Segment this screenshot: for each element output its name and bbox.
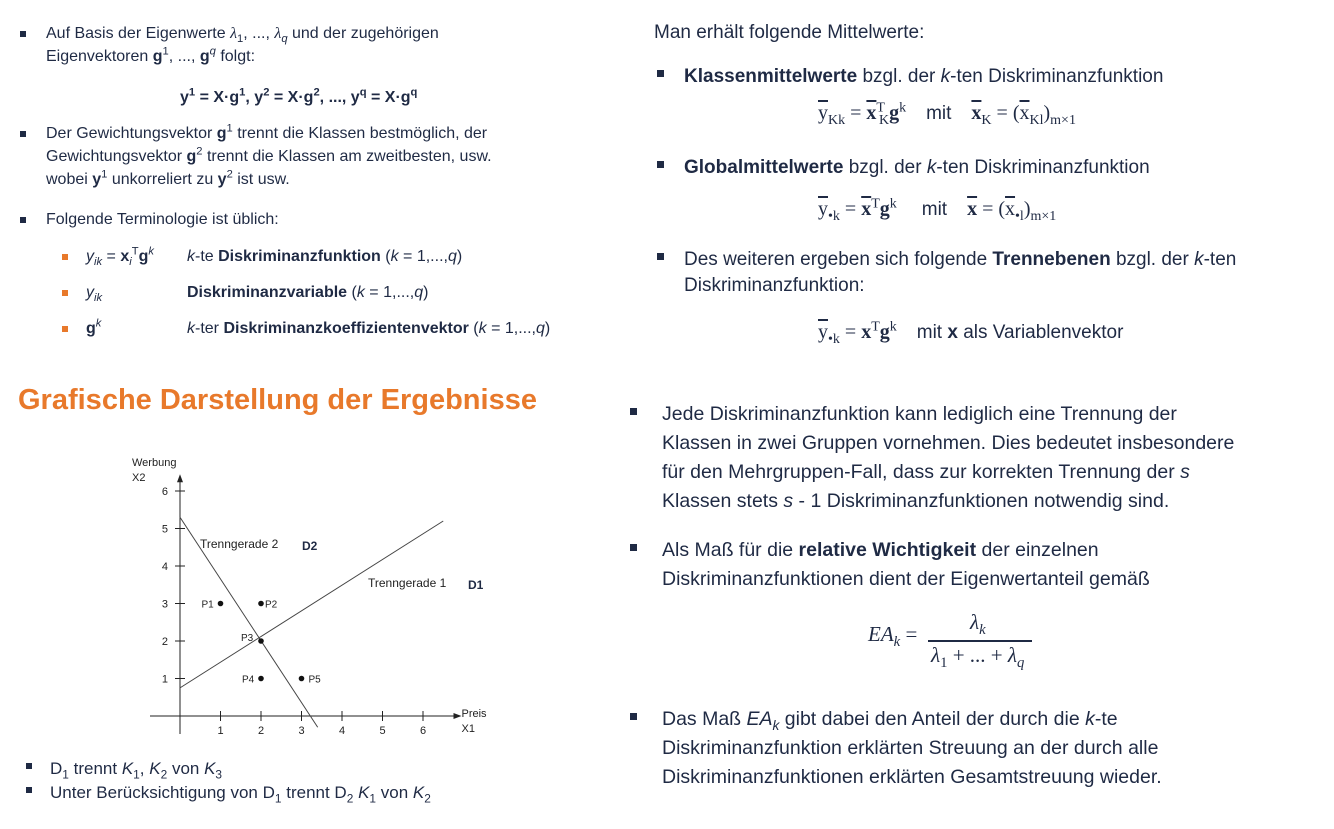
y-tick-label: 4 <box>161 561 168 573</box>
x-tick-label: 6 <box>419 725 427 737</box>
eigen-bullet: Auf Basis der Eigenwerte $\lambda_1$, ..., $\lambda_q$ und der zugehörigen Eigenvektoren $g^1$, ..., $g^q$ folgt: <box>46 25 439 65</box>
bullet-marker <box>630 713 637 720</box>
point-label: P5 <box>308 674 321 686</box>
x-tick-label: 2 <box>257 725 265 737</box>
bullet-marker <box>630 408 637 415</box>
x-axis-arrow <box>454 713 462 719</box>
bullet-marker <box>630 544 637 551</box>
d1-bullet: $D_1$ trennt $K_1$, $K_2$ von $K_3$ <box>50 759 223 782</box>
line-tag: D2 <box>302 539 318 553</box>
sub-bullet-marker <box>62 290 68 296</box>
y-formula: $y^1 = X\cdot g^1$, $y^2 = X\cdot g^2$, ..., $y^q = X\cdot g^q$ <box>180 86 418 106</box>
bullet-marker <box>26 787 32 793</box>
y-tick-label: 6 <box>161 486 168 498</box>
data-point <box>218 601 224 607</box>
data-point <box>258 638 264 644</box>
sub-bullet-marker <box>62 326 68 332</box>
bullet-marker <box>657 70 664 77</box>
ea-line: Diskriminanzfunktionen erklärten Gesamtstreuung wieder. <box>662 766 1162 788</box>
klassen-heading: Klassenmittelwerte bzgl. der k-ten Diskriminanzfunktion <box>684 66 1164 87</box>
y-axis-label: Werbung <box>132 457 177 469</box>
terminologie-text: Folgende Terminologie ist üblich: <box>46 211 279 228</box>
gewichtung-bullet: Der Gewichtungsvektor $g^1$ trennt die Klassen bestmöglich, der Gewichtungsvektor $g^2$ trennt die Klassen am zweitbesten, usw. wobei $y^1$ unkorreliert zu $y^2$ ist usw. <box>46 122 492 188</box>
x-tick-label: 3 <box>298 725 305 737</box>
discriminant-chart <box>120 450 520 745</box>
term-desc-3: k-ter Diskriminanzkoeffizientenvektor (k = 1,...,q) <box>187 320 551 337</box>
y-tick-label: 3 <box>161 598 168 611</box>
y-axis-sublabel: X2 <box>132 472 146 484</box>
ea-line: Diskriminanzfunktion erklärten Streuung an der durch alle <box>662 737 1159 759</box>
global-formula: $\overline{y}_{•k} = \overline{x}^Tg^k$ mit $\overline{x} = (\overline{x}_{•l})_{m\times 1}$ <box>818 196 1057 224</box>
x-tick-label: 4 <box>338 725 346 737</box>
data-point <box>258 601 264 607</box>
d2-bullet: Unter Berücksichtigung von $D_1$ trennt $D_2$ $K_1$ von $K_2$ <box>50 783 431 806</box>
line-tag: D1 <box>468 578 484 592</box>
x-axis-label: Preis <box>461 708 487 720</box>
x-tick-label: 1 <box>217 725 224 737</box>
point-label: P2 <box>265 599 278 611</box>
data-point <box>258 676 264 682</box>
intro-text: Man erhält folgende Mittelwerte: <box>654 22 925 43</box>
jede-text: Jede Diskriminanzfunktion kann lediglich eine Trennung der Klassen in zwei Gruppen vornehmen. Dies bedeutet insbesondere für den Mehrgruppen-Fall, dass zur korrekten Trennung der s Klassen stets s - 1 Diskriminanzfunktionen notwendig sind. <box>662 400 1234 516</box>
y-tick-label: 1 <box>161 673 168 686</box>
bullet-marker <box>20 131 26 137</box>
trenn-formula: $\overline{y}_{•k} = x^Tg^k$ mit x als Variablenvektor <box>818 319 1124 347</box>
bullet-marker <box>657 253 664 260</box>
global-heading: Globalmittelwerte bzgl. der k-ten Diskriminanzfunktion <box>684 157 1150 178</box>
term-desc-1: k-te Diskriminanzfunktion (k = 1,...,q) <box>187 248 463 265</box>
ea-numerator: $\lambda_k$ <box>970 610 986 639</box>
point-label: P1 <box>201 599 214 611</box>
x-axis-sublabel: X1 <box>461 723 475 735</box>
term-symbol-3: $g^k$ <box>86 317 102 337</box>
ea-denominator: $\lambda_1$ + ... + $\lambda_q$ <box>931 643 1025 672</box>
x-tick-label: 5 <box>379 725 386 737</box>
ea-label: $EA_k$ = <box>868 622 918 651</box>
y-tick-label: 2 <box>161 636 168 648</box>
point-label: P3 <box>241 633 254 644</box>
line-label: Trenngerade 2 <box>200 537 279 551</box>
bullet-marker <box>20 217 26 223</box>
jede-line: Jede Diskriminanzfunktion kann lediglich eine Trennung der <box>662 403 1177 425</box>
y-tick-label: 5 <box>161 523 168 536</box>
bullet-marker <box>657 161 664 168</box>
jede-line: Klassen in zwei Gruppen vornehmen. Dies bedeutet insbesondere <box>662 432 1235 454</box>
term-symbol-2: $y_{ik}$ <box>86 284 103 305</box>
term-desc-2: Diskriminanzvariable (k = 1,...,q) <box>187 284 429 301</box>
mass-text: Als Maß für die relative Wichtigkeit der einzelnen Diskriminanzfunktionen dient der Eigenwertanteil gemäß <box>662 536 1150 594</box>
trenn-line2: Diskriminanzfunktion: <box>684 275 865 296</box>
bullet-marker <box>26 763 32 769</box>
term-symbol-1: $y_{ik} = x_i^Tg^k$ <box>86 245 154 269</box>
point-label: P4 <box>242 674 255 686</box>
y-axis-arrow <box>177 474 183 482</box>
section-heading: Grafische Darstellung der Ergebnisse <box>18 384 537 416</box>
fraction-bar <box>928 640 1032 642</box>
line-label: Trenngerade 1 <box>368 576 447 590</box>
ea-text: Das Maß $EA_k$ gibt dabei den Anteil der durch die k-te Diskriminanzfunktion erklärten Streuung an der durch alle Diskriminanzfunktionen erklärten Gesamtstreuung wieder. <box>662 705 1162 792</box>
data-point <box>299 676 305 682</box>
sub-bullet-marker <box>62 254 68 260</box>
trenn-text: Des weiteren ergeben sich folgende Trennebenen bzgl. der k-ten Diskriminanzfunktion: <box>684 247 1236 299</box>
klassen-formula: $\overline{y}_{Kk} = \overline{x}^T_Kg^k$ mit $\overline{x}_K = (\overline{x}_{Kl})_{m\times 1}$ <box>818 100 1076 128</box>
mass-line2: Diskriminanzfunktionen dient der Eigenwertanteil gemäß <box>662 568 1150 590</box>
bullet-marker <box>20 31 26 37</box>
